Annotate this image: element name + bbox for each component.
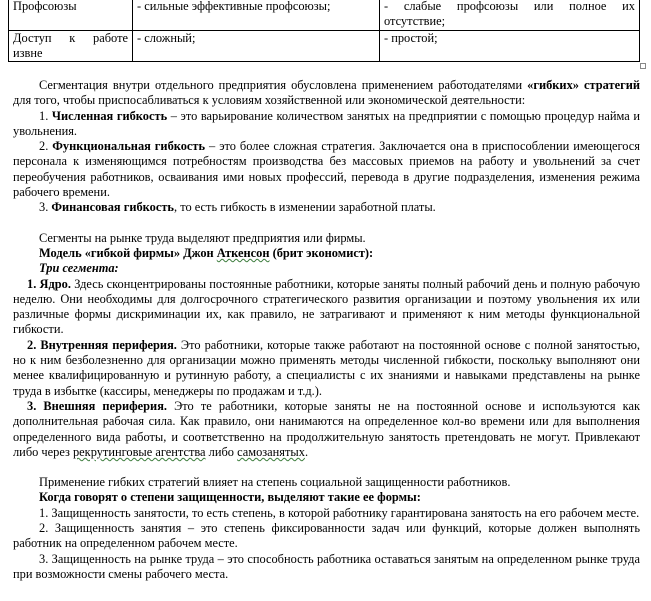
segment-outer-periphery: [13, 399, 640, 460]
form-item: 3. Защищенность на рынке труда – это способность работника оставаться занятым на определенном рынке труда при возможности смены рабочего места.: [13, 551, 640, 581]
table-cell: - слабые профсоюзы или полное их отсутствие;: [380, 0, 640, 30]
bold-text: Когда говорят о степени защищенности, выделяют такие ее формы:: [39, 490, 421, 505]
list-item: [13, 200, 640, 215]
bold-text: Численная гибкость: [51, 108, 168, 123]
segment-core: [13, 277, 640, 338]
table-row: [9, 0, 640, 30]
underlined-text: самозанятых: [237, 444, 305, 459]
list-number: 3.: [39, 200, 52, 215]
bold-text: 2. Внутренняя периферия.: [27, 337, 177, 352]
text: – это более сложная стратегия. Заключается она в приспособлении имеющегося персонала к изменяющимся потребностям производства без массовых приемов на работу и увольнений за счет переобучения работников, осваивания ими новых профессий, перевода в другие подразделения, изменения режима рабочего времени.: [13, 139, 640, 200]
misspelled-name: Аткенсон: [216, 245, 270, 260]
bold-text: (брит экономист):: [269, 245, 374, 260]
three-segments-heading: Три сегмента:: [39, 261, 119, 276]
list-number: 2.: [39, 139, 53, 154]
table-cell: - простой;: [380, 30, 640, 62]
apply-line: Применение гибких стратегий влияет на степень социальной защищенности работников.: [39, 475, 511, 490]
bold-text: Модель «гибкой фирмы» Джон: [39, 245, 217, 260]
table-row: [9, 30, 640, 62]
model-heading: [13, 246, 640, 261]
bold-text: «гибких» стратегий: [527, 78, 640, 92]
spacer: [13, 460, 640, 475]
table-resize-handle[interactable]: [640, 63, 646, 69]
text: Это работники, которые также работают на постоянной основе с полной занятостью, но к ним безболезненно для организации можно применять методы численной гибкости, поскольку выполняют они менее квалифицированную и рутинную работу, а специалисты с их знаниями и навыками представлены на рынке труда в избытке (кассиры, менеджеры по продажам и т.д.).: [13, 337, 640, 398]
segments-line: Сегменты на рынке труда выделяют предприятия или фирмы.: [39, 230, 366, 245]
bold-text: Функциональная гибкость: [52, 139, 206, 154]
text: либо: [205, 444, 238, 459]
table-cell: - сложный;: [133, 30, 380, 62]
spacer: [13, 216, 640, 231]
segment-inner-periphery: [13, 338, 640, 399]
list-number: 1.: [39, 108, 52, 123]
form-item: 2. Защищенность занятия – это степень фиксированности задач или функций, которые должен выполнять работник на определенном рабочем месте.: [13, 521, 640, 551]
table-cell: Доступ к работе извне: [9, 30, 133, 62]
text: Здесь сконцентрированы постоянные работники, которые заняты полный рабочий день и полную рабочую неделю. Они необходимы для долгосрочного стратегического развития организации и поэтому увольнения их или различные формы дискриминации их, как правило, не затрагивают и применяют к ним методы функциональной гибкости.: [13, 276, 640, 337]
list-item: [13, 139, 640, 200]
list-item: [13, 109, 640, 140]
underlined-text: рекрутинговые агентства: [72, 444, 206, 459]
bold-text: 1. Ядро.: [27, 276, 71, 291]
table-cell: Профсоюзы: [9, 0, 133, 30]
table-cell: - сильные эффективные профсоюзы;: [133, 0, 380, 30]
text: Это те работники, которые заняты не на постоянной основе и используются как дополнительная рабочая сила. Как правило, они нанимаются на определенное кол-во времени или для выполнения определенного вида работы, и соответственно на продолжительную занятость претендовать не могут. Привлекают либо через: [13, 398, 640, 459]
text: .: [304, 444, 309, 459]
form-item: 1. Защищенность занятости, то есть степень, в которой работнику гарантирована занятость на его рабочем месте.: [39, 505, 640, 520]
text: , то есть гибкость в изменении заработной платы.: [174, 200, 436, 215]
bold-text: 3. Внешняя периферия.: [27, 398, 167, 413]
text: Сегментация внутри отдельного предприятия обусловлена применением работодателями: [39, 78, 528, 92]
comparison-table: [8, 0, 640, 62]
paragraph-segmentation: [13, 78, 640, 109]
text: – это варьирование количеством занятых на предприятии с помощью процедур найма и увольнения.: [13, 108, 640, 138]
text: для того, чтобы приспосабливаться к условиям хозяйственной или экономической деятельности:: [13, 93, 526, 108]
document-body: [13, 78, 640, 582]
forms-heading: [13, 490, 640, 505]
bold-text: Финансовая гибкость: [51, 200, 174, 215]
